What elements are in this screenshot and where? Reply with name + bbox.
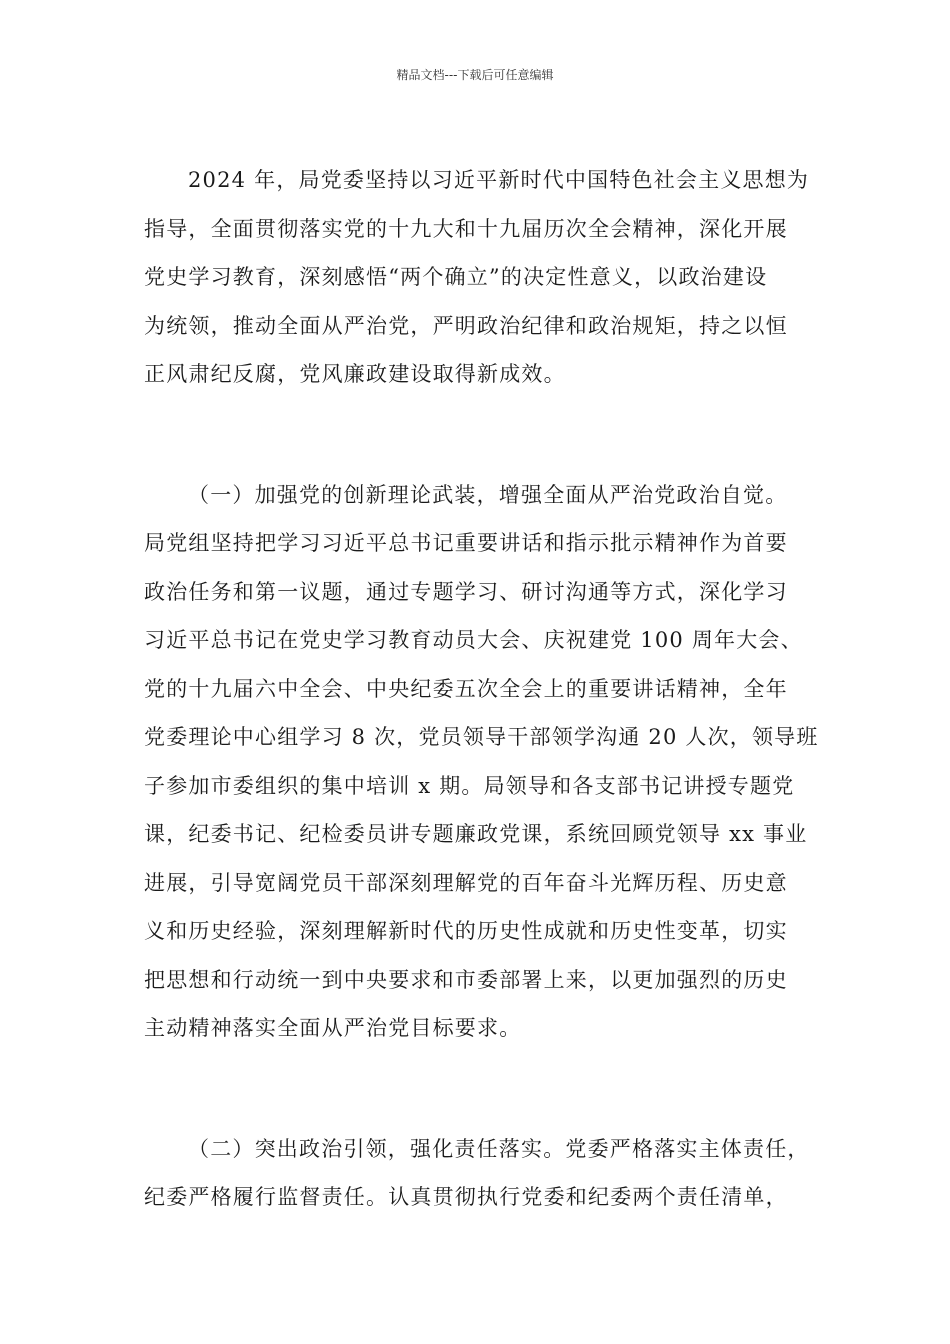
page-header: 精品文档---下载后可任意编辑 (396, 68, 554, 82)
paragraph-spacer (144, 1053, 824, 1125)
paragraph-intro (144, 156, 824, 399)
text-line: 习近平总书记在党史学习教育动员大会、庆祝建党 100 周年大会、 (144, 628, 803, 652)
text-line: 课，纪委书记、纪检委员讲专题廉政党课，系统回顾党领导 xx 事业 (144, 822, 808, 846)
section-heading-line: （一）加强党的创新理论武装，增强全面从严治党政治自觉。 (188, 482, 788, 507)
text-line: 纪委严格履行监督责任。认真贯彻执行党委和纪委两个责任清单， (144, 1185, 788, 1209)
paragraph-spacer (144, 399, 824, 471)
paragraph-section-two (144, 1125, 824, 1222)
text-line: 政治任务和第一议题，通过专题学习、研讨沟通等方式，深化学习 (144, 579, 788, 604)
text-line: 把思想和行动统一到中央要求和市委部署上来，以更加强烈的历史 (144, 967, 788, 992)
text-line: 党史学习教育，深刻感悟“两个确立”的决定性意义，以政治建设 (144, 265, 768, 289)
text-line: 进展，引导宽阔党员干部深刻理解党的百年奋斗光辉历程、历史意 (144, 870, 788, 895)
text-line: 党的十九届六中全会、中央纪委五次全会上的重要讲话精神，全年 (144, 676, 788, 701)
text-line: 局党组坚持把学习习近平总书记重要讲话和指示批示精神作为首要 (144, 531, 788, 555)
text-line: 2024 年，局党委坚持以习近平新时代中国特色社会主义思想为 (188, 168, 810, 192)
text-line: 为统领，推动全面从严治党，严明政治纪律和政治规矩，持之以恒 (144, 313, 788, 338)
paragraph-section-one (144, 471, 824, 1053)
text-line: 子参加市委组织的集中培训 x 期。局领导和各支部书记讲授专题党 (144, 773, 795, 798)
text-line: 义和历史经验，深刻理解新时代的历史性成就和历史性变革，切实 (144, 919, 788, 943)
section-heading-line: （二）突出政治引领，强化责任落实。党委严格落实主体责任， (188, 1136, 810, 1161)
text-line: 指导，全面贯彻落实党的十九大和十九届历次全会精神，深化开展 (144, 216, 788, 241)
text-line: 正风肃纪反腐，党风廉政建设取得新成效。 (144, 362, 566, 386)
text-line: 党委理论中心组学习 8 次，党员领导干部领学沟通 20 人次，领导班 (144, 725, 819, 749)
document-body (144, 156, 824, 1222)
text-line: 主动精神落实全面从严治党目标要求。 (144, 1016, 522, 1040)
